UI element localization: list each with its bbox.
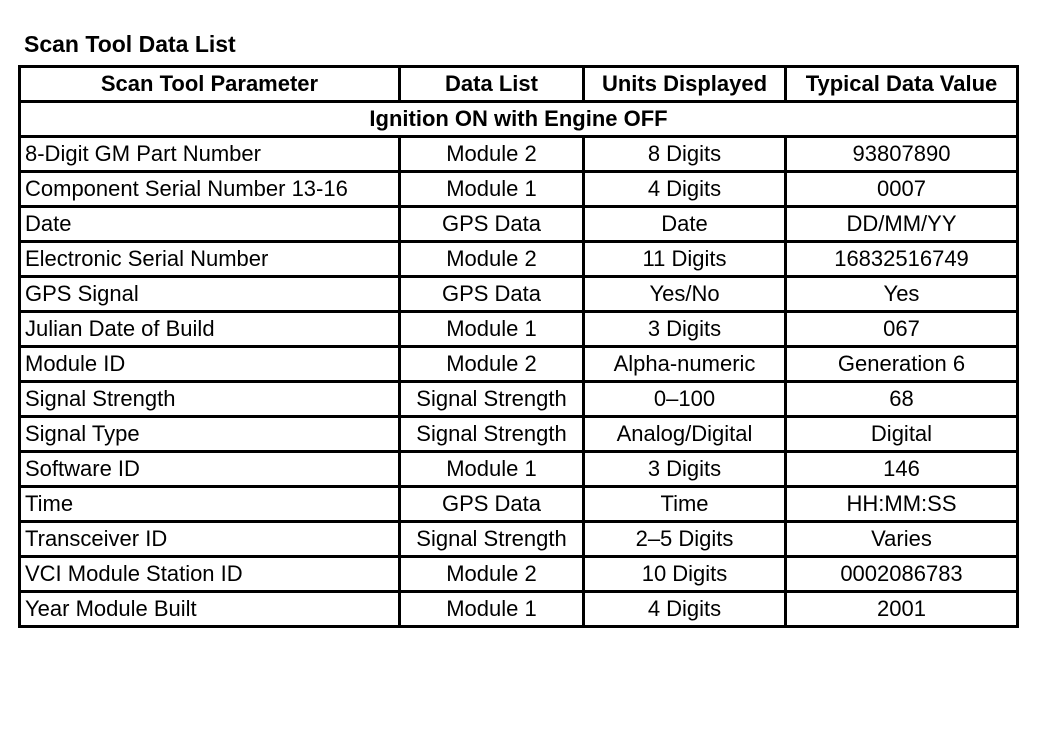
table-row	[20, 242, 1018, 277]
table-row	[20, 592, 1018, 627]
cell-units: 3 Digits	[584, 452, 786, 487]
page-title: Scan Tool Data List	[24, 31, 236, 57]
cell-typical-value: Generation 6	[786, 347, 1018, 382]
cell-typical-value: 146	[786, 452, 1018, 487]
cell-parameter: VCI Module Station ID	[20, 557, 400, 592]
cell-typical-value: 067	[786, 312, 1018, 347]
cell-parameter: Software ID	[20, 452, 400, 487]
cell-data-list: GPS Data	[400, 207, 584, 242]
cell-typical-value: HH:MM:SS	[786, 487, 1018, 522]
section-heading: Ignition ON with Engine OFF	[20, 102, 1018, 137]
cell-units: 11 Digits	[584, 242, 786, 277]
cell-typical-value: 93807890	[786, 137, 1018, 172]
cell-typical-value: Yes	[786, 277, 1018, 312]
table-row	[20, 417, 1018, 452]
cell-parameter: Year Module Built	[20, 592, 400, 627]
cell-parameter: Time	[20, 487, 400, 522]
table-row	[20, 522, 1018, 557]
cell-data-list: Signal Strength	[400, 382, 584, 417]
cell-units: 4 Digits	[584, 592, 786, 627]
cell-units: 4 Digits	[584, 172, 786, 207]
column-header-data-list: Data List	[400, 67, 584, 102]
cell-units: Alpha-numeric	[584, 347, 786, 382]
cell-typical-value: Varies	[786, 522, 1018, 557]
cell-typical-value: 0007	[786, 172, 1018, 207]
cell-data-list: Module 1	[400, 312, 584, 347]
cell-units: Date	[584, 207, 786, 242]
cell-typical-value: 0002086783	[786, 557, 1018, 592]
table-row	[20, 137, 1018, 172]
cell-data-list: Signal Strength	[400, 522, 584, 557]
cell-parameter: Signal Type	[20, 417, 400, 452]
table-row	[20, 452, 1018, 487]
cell-typical-value: DD/MM/YY	[786, 207, 1018, 242]
cell-parameter: Transceiver ID	[20, 522, 400, 557]
cell-data-list: Module 1	[400, 452, 584, 487]
cell-typical-value: Digital	[786, 417, 1018, 452]
cell-parameter: GPS Signal	[20, 277, 400, 312]
cell-typical-value: 68	[786, 382, 1018, 417]
cell-parameter: Component Serial Number 13-16	[20, 172, 400, 207]
cell-data-list: Module 1	[400, 592, 584, 627]
cell-units: 8 Digits	[584, 137, 786, 172]
cell-units: 10 Digits	[584, 557, 786, 592]
header-row	[20, 67, 1018, 102]
table-row	[20, 557, 1018, 592]
cell-units: 2–5 Digits	[584, 522, 786, 557]
table-row	[20, 277, 1018, 312]
cell-units: 0–100	[584, 382, 786, 417]
cell-parameter: Electronic Serial Number	[20, 242, 400, 277]
scan-tool-data-table	[18, 65, 1019, 628]
cell-data-list: Module 1	[400, 172, 584, 207]
table-row	[20, 382, 1018, 417]
cell-parameter: Julian Date of Build	[20, 312, 400, 347]
cell-typical-value: 16832516749	[786, 242, 1018, 277]
table-row	[20, 207, 1018, 242]
cell-units: Yes/No	[584, 277, 786, 312]
section-row	[20, 102, 1018, 137]
table-row	[20, 172, 1018, 207]
cell-data-list: Module 2	[400, 347, 584, 382]
table-row	[20, 312, 1018, 347]
cell-parameter: Signal Strength	[20, 382, 400, 417]
cell-data-list: Signal Strength	[400, 417, 584, 452]
column-header-typical-value: Typical Data Value	[786, 67, 1018, 102]
cell-data-list: Module 2	[400, 137, 584, 172]
cell-data-list: GPS Data	[400, 277, 584, 312]
column-header-parameter: Scan Tool Parameter	[20, 67, 400, 102]
column-header-units: Units Displayed	[584, 67, 786, 102]
cell-data-list: Module 2	[400, 557, 584, 592]
cell-data-list: Module 2	[400, 242, 584, 277]
cell-parameter: Date	[20, 207, 400, 242]
cell-parameter: Module ID	[20, 347, 400, 382]
cell-units: Analog/Digital	[584, 417, 786, 452]
table-row	[20, 487, 1018, 522]
table-row	[20, 347, 1018, 382]
cell-units: Time	[584, 487, 786, 522]
cell-units: 3 Digits	[584, 312, 786, 347]
cell-data-list: GPS Data	[400, 487, 584, 522]
cell-typical-value: 2001	[786, 592, 1018, 627]
cell-parameter: 8-Digit GM Part Number	[20, 137, 400, 172]
